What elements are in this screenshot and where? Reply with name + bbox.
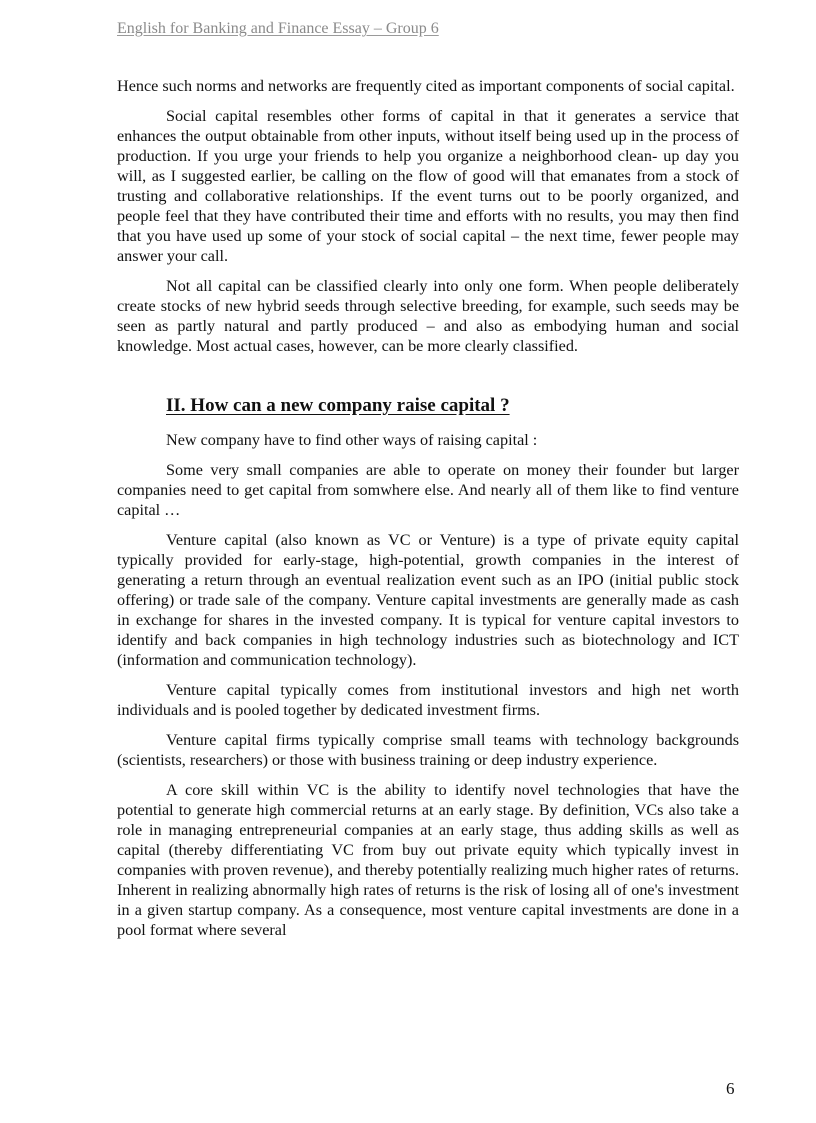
paragraph-vc-core-skill: A core skill within VC is the ability to identify novel technologies that have the potential to generate high commercial returns at an early stage. By definition, VCs also take a role in managing entrepreneurial companies at an early stage, thus adding skills as well as capital (thereby differentiating VC from buy out private equity which typically invest in companies with proven revenue), and thereby potentially realizing much higher rates of returns. Inherent in realizing abnormally high rates of returns is the risk of losing all of one's investment in a given startup company. As a consequence, most venture capital investments are done in a pool format where several	[117, 781, 739, 939]
paragraph-venture-capital-sources: Venture capital typically comes from institutional investors and high net worth individuals and is pooled together by dedicated investment firms.	[117, 681, 739, 719]
paragraph-venture-capital-firms: Venture capital firms typically comprise small teams with technology backgrounds (scientists, researchers) or those with business training or deep industry experience.	[117, 731, 739, 769]
document-body	[117, 76, 739, 950]
paragraph-social-capital-service: Social capital resembles other forms of capital in that it generates a service that enhances the output obtainable from other inputs, without itself being used up in the process of production. If you urge your friends to help you organize a neighborhood clean- up day you will, as I suggested earlier, be calling on the flow of good will that emanates from a stock of trusting and collaborative relationships. If the event turns out to be poorly organized, and people feel that they have contributed their time and efforts with no results, you may then find that you have used up some of your stock of social capital – the next time, fewer people may answer your call.	[117, 107, 739, 265]
page-number: 6	[726, 1079, 735, 1098]
running-header: English for Banking and Finance Essay – Group 6	[117, 20, 439, 37]
section-heading: II. How can a new company raise capital ?	[166, 395, 510, 416]
paragraph-venture-capital-definition: Venture capital (also known as VC or Venture) is a type of private equity capital typically provided for early-stage, high-potential, growth companies in the interest of generating a return through an eventual realization event such as an IPO (initial public stock offering) or trade sale of the company. Venture capital investments are generally made as cash in exchange for shares in the invested company. It is typical for venture capital investors to identify and back companies in high technology industries such as biotechnology and ICT (information and communication technology).	[117, 531, 739, 669]
paragraph-small-companies: Some very small companies are able to operate on money their founder but larger companies need to get capital from somwhere else. And nearly all of them like to find venture capital …	[117, 461, 739, 519]
paragraph-capital-classification: Not all capital can be classified clearly into only one form. When people deliberately create stocks of new hybrid seeds through selective breeding, for example, such seeds may be seen as partly natural and partly produced – and also as embodying human and social knowledge. Most actual cases, however, can be more clearly classified.	[117, 277, 739, 355]
paragraph-intro-raising-capital: New company have to find other ways of raising capital :	[166, 431, 538, 449]
section-spacer	[117, 366, 739, 394]
paragraph-continuation: Hence such norms and networks are frequently cited as important components of social capital.	[117, 77, 735, 95]
